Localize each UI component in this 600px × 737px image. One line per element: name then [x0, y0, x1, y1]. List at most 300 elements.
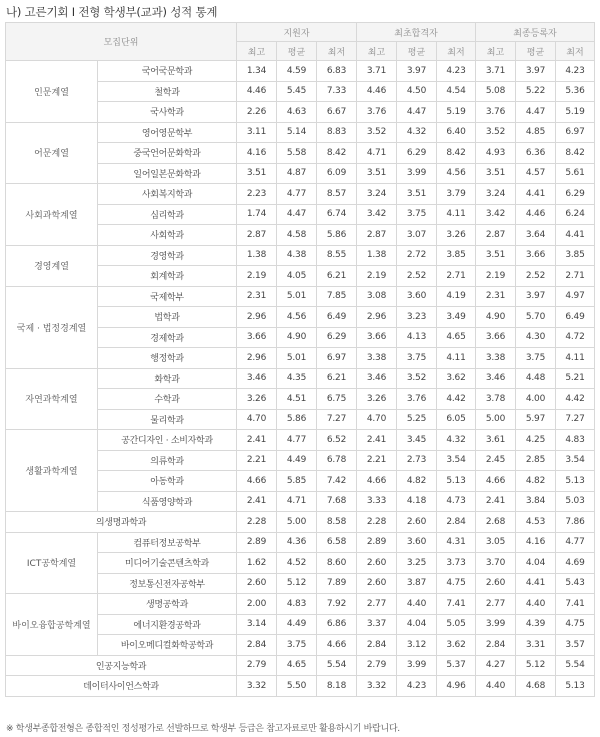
score-cell: 5.43: [556, 573, 595, 594]
score-cell: 3.54: [556, 450, 595, 471]
score-cell: 3.71: [357, 61, 397, 82]
dept-name: 영어영문학부: [98, 122, 237, 143]
score-cell: 2.96: [357, 307, 397, 328]
score-cell: 3.37: [357, 614, 397, 635]
dept-name: 사회학과: [98, 225, 237, 246]
score-cell: 5.01: [277, 348, 317, 369]
score-cell: 5.00: [476, 409, 516, 430]
score-cell: 5.45: [277, 81, 317, 102]
score-cell: 6.21: [317, 266, 357, 287]
score-cell: 7.27: [556, 409, 595, 430]
score-cell: 6.49: [317, 307, 357, 328]
score-cell: 4.27: [476, 655, 516, 676]
score-cell: 8.55: [317, 245, 357, 266]
score-cell: 2.19: [357, 266, 397, 287]
category-name: 자연과학계열: [6, 368, 98, 430]
score-cell: 3.33: [357, 491, 397, 512]
score-cell: 3.62: [437, 368, 476, 389]
score-cell: 4.66: [476, 471, 516, 492]
score-cell: 3.70: [476, 553, 516, 574]
score-cell: 4.66: [357, 471, 397, 492]
score-cell: 2.23: [237, 184, 277, 205]
table-row: [6, 245, 595, 266]
score-cell: 4.82: [516, 471, 556, 492]
score-cell: 4.73: [437, 491, 476, 512]
score-cell: 3.31: [516, 635, 556, 656]
score-cell: 2.21: [357, 450, 397, 471]
score-cell: 5.19: [556, 102, 595, 123]
score-cell: 4.70: [237, 409, 277, 430]
score-cell: 2.79: [237, 655, 277, 676]
score-cell: 3.87: [397, 573, 437, 594]
score-cell: 3.38: [357, 348, 397, 369]
score-cell: 4.40: [476, 676, 516, 697]
footnote: ※ 학생부종합전형은 종합적인 정성평가로 선발하므로 학생부 등급은 참고자료로만 활용하시기 바랍니다.: [6, 724, 400, 734]
score-cell: 2.31: [476, 286, 516, 307]
score-cell: 3.97: [516, 286, 556, 307]
score-cell: 2.41: [476, 491, 516, 512]
score-cell: 3.75: [277, 635, 317, 656]
score-cell: 4.53: [516, 512, 556, 533]
score-cell: 4.93: [476, 143, 516, 164]
dept-name: 의생명과학과: [6, 512, 237, 533]
score-cell: 5.37: [437, 655, 476, 676]
score-cell: 4.23: [397, 676, 437, 697]
score-cell: 3.76: [397, 389, 437, 410]
score-cell: 6.09: [317, 163, 357, 184]
dept-name: 화학과: [98, 368, 237, 389]
score-cell: 7.41: [437, 594, 476, 615]
score-cell: 5.01: [277, 286, 317, 307]
dept-name: 아동학과: [98, 471, 237, 492]
score-cell: 4.46: [237, 81, 277, 102]
score-cell: 4.13: [397, 327, 437, 348]
score-cell: 2.00: [237, 594, 277, 615]
score-cell: 2.84: [437, 512, 476, 533]
dept-name: 철학과: [98, 81, 237, 102]
score-cell: 4.82: [397, 471, 437, 492]
score-cell: 5.70: [516, 307, 556, 328]
dept-name: 경제학과: [98, 327, 237, 348]
score-cell: 3.75: [516, 348, 556, 369]
score-cell: 3.85: [556, 245, 595, 266]
score-cell: 4.77: [277, 184, 317, 205]
dept-name: 미디어기술콘텐츠학과: [98, 553, 237, 574]
score-cell: 5.54: [317, 655, 357, 676]
score-cell: 2.96: [237, 348, 277, 369]
table-row: [6, 655, 595, 676]
table-row: [6, 430, 595, 451]
score-cell: 5.50: [277, 676, 317, 697]
score-cell: 5.13: [437, 471, 476, 492]
score-cell: 8.42: [317, 143, 357, 164]
score-cell: 3.66: [516, 245, 556, 266]
score-cell: 3.14: [237, 614, 277, 635]
category-name: ICT공학계열: [6, 532, 98, 594]
score-cell: 6.49: [556, 307, 595, 328]
score-cell: 6.29: [556, 184, 595, 205]
score-cell: 4.48: [516, 368, 556, 389]
score-cell: 4.11: [556, 348, 595, 369]
score-cell: 5.12: [516, 655, 556, 676]
score-cell: 3.51: [357, 163, 397, 184]
category-name: 어문계열: [6, 122, 98, 184]
score-cell: 2.60: [476, 573, 516, 594]
stat-header: 최고: [476, 42, 516, 61]
score-cell: 4.40: [516, 594, 556, 615]
score-cell: 8.42: [437, 143, 476, 164]
score-cell: 3.66: [357, 327, 397, 348]
dept-name: 행정학과: [98, 348, 237, 369]
score-cell: 4.83: [556, 430, 595, 451]
score-cell: 4.46: [357, 81, 397, 102]
score-cell: 4.11: [437, 348, 476, 369]
score-cell: 4.30: [516, 327, 556, 348]
score-cell: 4.11: [437, 204, 476, 225]
score-cell: 4.52: [277, 553, 317, 574]
score-cell: 6.97: [317, 348, 357, 369]
score-cell: 6.67: [317, 102, 357, 123]
dept-name: 의류학과: [98, 450, 237, 471]
score-cell: 3.23: [397, 307, 437, 328]
score-cell: 2.28: [237, 512, 277, 533]
score-cell: 3.51: [397, 184, 437, 205]
score-cell: 6.21: [317, 368, 357, 389]
score-cell: 8.18: [317, 676, 357, 697]
score-cell: 4.49: [277, 614, 317, 635]
score-cell: 4.63: [277, 102, 317, 123]
score-cell: 2.87: [237, 225, 277, 246]
group-header: 최종등록자: [476, 23, 595, 42]
stat-header: 최저: [556, 42, 595, 61]
score-cell: 3.71: [476, 61, 516, 82]
score-cell: 4.46: [516, 204, 556, 225]
stat-header: 평균: [277, 42, 317, 61]
score-cell: 5.00: [277, 512, 317, 533]
score-cell: 4.90: [476, 307, 516, 328]
score-cell: 2.87: [476, 225, 516, 246]
category-name: 생활과학계열: [6, 430, 98, 512]
score-cell: 4.25: [516, 430, 556, 451]
score-cell: 2.41: [357, 430, 397, 451]
score-cell: 2.60: [397, 512, 437, 533]
score-cell: 4.41: [516, 573, 556, 594]
score-cell: 3.54: [437, 450, 476, 471]
score-cell: 6.58: [317, 532, 357, 553]
dept-name: 경영학과: [98, 245, 237, 266]
dept-name: 회계학과: [98, 266, 237, 287]
score-cell: 4.75: [437, 573, 476, 594]
dept-name: 물리학과: [98, 409, 237, 430]
score-cell: 2.73: [397, 450, 437, 471]
score-cell: 3.38: [476, 348, 516, 369]
score-cell: 4.77: [277, 430, 317, 451]
score-cell: 3.61: [476, 430, 516, 451]
dept-name: 국사학과: [98, 102, 237, 123]
score-cell: 3.73: [437, 553, 476, 574]
score-cell: 4.58: [277, 225, 317, 246]
score-cell: 3.57: [556, 635, 595, 656]
dept-name: 데이터사이언스학과: [6, 676, 237, 697]
table-row: [6, 594, 595, 615]
score-cell: 8.42: [556, 143, 595, 164]
score-cell: 3.75: [397, 204, 437, 225]
score-cell: 5.14: [277, 122, 317, 143]
score-cell: 6.36: [516, 143, 556, 164]
score-cell: 2.52: [516, 266, 556, 287]
score-cell: 4.90: [277, 327, 317, 348]
score-cell: 4.16: [516, 532, 556, 553]
score-cell: 2.60: [237, 573, 277, 594]
score-cell: 4.65: [277, 655, 317, 676]
score-cell: 2.89: [357, 532, 397, 553]
score-cell: 4.42: [556, 389, 595, 410]
dept-name: 정보통신전자공학부: [98, 573, 237, 594]
score-cell: 3.45: [397, 430, 437, 451]
score-cell: 2.77: [476, 594, 516, 615]
score-cell: 4.66: [237, 471, 277, 492]
score-cell: 6.86: [317, 614, 357, 635]
score-cell: 2.19: [237, 266, 277, 287]
score-cell: 1.38: [357, 245, 397, 266]
category-name: 바이오융합공학계열: [6, 594, 98, 656]
score-cell: 4.83: [277, 594, 317, 615]
score-cell: 3.66: [476, 327, 516, 348]
score-cell: 4.50: [397, 81, 437, 102]
score-cell: 1.74: [237, 204, 277, 225]
stat-header: 최고: [357, 42, 397, 61]
score-cell: 5.13: [556, 676, 595, 697]
score-cell: 7.27: [317, 409, 357, 430]
unit-header: 모집단위: [6, 23, 237, 61]
score-cell: 4.23: [437, 61, 476, 82]
score-cell: 3.84: [516, 491, 556, 512]
score-cell: 5.86: [317, 225, 357, 246]
score-cell: 2.85: [516, 450, 556, 471]
score-cell: 3.97: [397, 61, 437, 82]
score-cell: 5.36: [556, 81, 595, 102]
score-cell: 7.68: [317, 491, 357, 512]
score-cell: 4.39: [516, 614, 556, 635]
score-cell: 2.84: [237, 635, 277, 656]
score-cell: 1.34: [237, 61, 277, 82]
score-cell: 3.76: [357, 102, 397, 123]
score-cell: 6.29: [317, 327, 357, 348]
score-cell: 3.42: [357, 204, 397, 225]
score-cell: 7.42: [317, 471, 357, 492]
score-cell: 4.66: [317, 635, 357, 656]
stat-header: 평균: [397, 42, 437, 61]
score-cell: 3.60: [397, 286, 437, 307]
score-cell: 3.66: [237, 327, 277, 348]
score-cell: 2.96: [237, 307, 277, 328]
category-name: 국제 · 법정경계열: [6, 286, 98, 368]
score-cell: 2.41: [237, 491, 277, 512]
score-cell: 2.71: [437, 266, 476, 287]
score-cell: 2.84: [476, 635, 516, 656]
score-cell: 7.41: [556, 594, 595, 615]
dept-name: 컴퓨터정보공학부: [98, 532, 237, 553]
score-cell: 2.45: [476, 450, 516, 471]
score-cell: 5.19: [437, 102, 476, 123]
dept-name: 에너지환경공학과: [98, 614, 237, 635]
score-cell: 3.60: [397, 532, 437, 553]
score-cell: 1.38: [237, 245, 277, 266]
score-cell: 4.35: [277, 368, 317, 389]
score-cell: 4.41: [516, 184, 556, 205]
score-cell: 2.41: [237, 430, 277, 451]
score-cell: 8.83: [317, 122, 357, 143]
score-cell: 6.24: [556, 204, 595, 225]
score-cell: 6.05: [437, 409, 476, 430]
score-cell: 3.64: [516, 225, 556, 246]
table-row: [6, 184, 595, 205]
dept-name: 국어국문학과: [98, 61, 237, 82]
score-cell: 4.71: [357, 143, 397, 164]
score-cell: 3.24: [357, 184, 397, 205]
score-cell: 3.99: [476, 614, 516, 635]
score-cell: 3.26: [237, 389, 277, 410]
score-cell: 3.32: [237, 676, 277, 697]
score-cell: 5.05: [437, 614, 476, 635]
category-name: 인문계열: [6, 61, 98, 123]
score-cell: 5.97: [516, 409, 556, 430]
score-cell: 3.49: [437, 307, 476, 328]
score-cell: 6.52: [317, 430, 357, 451]
category-name: 사회과학계열: [6, 184, 98, 246]
score-cell: 6.40: [437, 122, 476, 143]
score-cell: 3.07: [397, 225, 437, 246]
score-cell: 4.32: [437, 430, 476, 451]
dept-name: 생명공학과: [98, 594, 237, 615]
score-cell: 3.76: [476, 102, 516, 123]
score-table: [5, 22, 595, 697]
score-cell: 3.78: [476, 389, 516, 410]
score-cell: 5.21: [556, 368, 595, 389]
score-cell: 2.26: [237, 102, 277, 123]
score-cell: 2.31: [237, 286, 277, 307]
score-cell: 3.62: [437, 635, 476, 656]
score-cell: 5.13: [556, 471, 595, 492]
score-cell: 5.58: [277, 143, 317, 164]
score-cell: 5.85: [277, 471, 317, 492]
table-row: [6, 532, 595, 553]
score-cell: 3.79: [437, 184, 476, 205]
dept-name: 식품영양학과: [98, 491, 237, 512]
dept-name: 공간디자인 · 소비자학과: [98, 430, 237, 451]
page-title: 나) 고른기회 I 전형 학생부(교과) 성적 통계: [6, 5, 218, 19]
score-cell: 3.51: [476, 163, 516, 184]
score-cell: 4.49: [277, 450, 317, 471]
score-cell: 4.38: [277, 245, 317, 266]
score-cell: 3.25: [397, 553, 437, 574]
dept-name: 국제학부: [98, 286, 237, 307]
score-cell: 4.05: [277, 266, 317, 287]
score-cell: 4.42: [437, 389, 476, 410]
score-cell: 4.47: [516, 102, 556, 123]
table-row: [6, 61, 595, 82]
score-cell: 6.75: [317, 389, 357, 410]
score-cell: 3.24: [476, 184, 516, 205]
score-cell: 4.47: [277, 204, 317, 225]
table-row: [6, 368, 595, 389]
score-cell: 6.97: [556, 122, 595, 143]
score-cell: 3.52: [397, 368, 437, 389]
category-name: 경영계열: [6, 245, 98, 286]
table-row: [6, 676, 595, 697]
score-cell: 8.57: [317, 184, 357, 205]
group-header: 최초합격자: [357, 23, 476, 42]
score-cell: 4.04: [397, 614, 437, 635]
score-cell: 4.68: [516, 676, 556, 697]
score-body: [6, 61, 595, 697]
score-cell: 3.52: [357, 122, 397, 143]
score-cell: 4.59: [277, 61, 317, 82]
dept-name: 심리학과: [98, 204, 237, 225]
score-cell: 6.78: [317, 450, 357, 471]
score-cell: 6.74: [317, 204, 357, 225]
score-cell: 3.75: [397, 348, 437, 369]
score-cell: 4.69: [556, 553, 595, 574]
score-cell: 4.56: [277, 307, 317, 328]
score-cell: 7.92: [317, 594, 357, 615]
score-cell: 4.75: [556, 614, 595, 635]
table-row: [6, 122, 595, 143]
score-cell: 5.03: [556, 491, 595, 512]
score-cell: 1.62: [237, 553, 277, 574]
score-cell: 3.46: [476, 368, 516, 389]
score-cell: 4.51: [277, 389, 317, 410]
score-cell: 7.86: [556, 512, 595, 533]
score-cell: 3.99: [397, 163, 437, 184]
score-cell: 3.51: [476, 245, 516, 266]
table-row: [6, 286, 595, 307]
score-cell: 4.85: [516, 122, 556, 143]
score-cell: 4.70: [357, 409, 397, 430]
score-cell: 4.31: [437, 532, 476, 553]
dept-name: 중국언어문화학과: [98, 143, 237, 164]
score-cell: 3.46: [237, 368, 277, 389]
score-cell: 4.23: [556, 61, 595, 82]
score-cell: 3.11: [237, 122, 277, 143]
score-cell: 4.36: [277, 532, 317, 553]
dept-name: 바이오메디컬화학공학과: [98, 635, 237, 656]
dept-name: 법학과: [98, 307, 237, 328]
group-header: 지원자: [237, 23, 357, 42]
score-cell: 4.04: [516, 553, 556, 574]
stat-header: 최고: [237, 42, 277, 61]
score-cell: 8.60: [317, 553, 357, 574]
score-cell: 2.84: [357, 635, 397, 656]
score-cell: 2.72: [397, 245, 437, 266]
score-cell: 4.71: [277, 491, 317, 512]
score-cell: 2.77: [357, 594, 397, 615]
score-cell: 2.79: [357, 655, 397, 676]
score-cell: 5.61: [556, 163, 595, 184]
score-cell: 4.72: [556, 327, 595, 348]
score-cell: 4.19: [437, 286, 476, 307]
score-cell: 6.29: [397, 143, 437, 164]
score-cell: 4.00: [516, 389, 556, 410]
score-cell: 2.52: [397, 266, 437, 287]
score-cell: 4.40: [397, 594, 437, 615]
score-cell: 2.89: [237, 532, 277, 553]
score-cell: 3.52: [476, 122, 516, 143]
score-cell: 4.56: [437, 163, 476, 184]
score-cell: 3.85: [437, 245, 476, 266]
score-cell: 3.08: [357, 286, 397, 307]
score-cell: 5.22: [516, 81, 556, 102]
